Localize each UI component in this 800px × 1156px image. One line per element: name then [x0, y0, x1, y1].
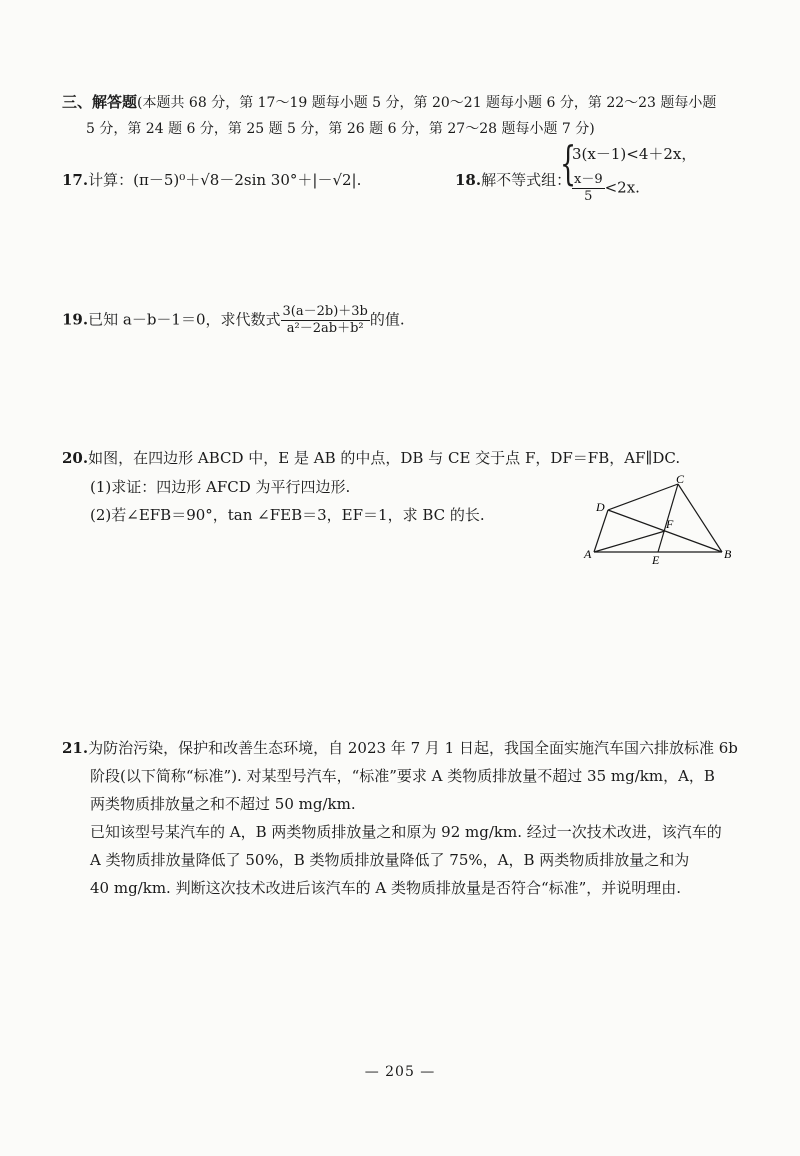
- label-E: E: [652, 553, 660, 567]
- question-17: [62, 170, 361, 190]
- label-C: C: [676, 474, 685, 486]
- segment-AD: [594, 510, 608, 552]
- inequality-2: [572, 172, 640, 205]
- question-text: 为防治污染，保护和改善生态环境，自 2023 年 7 月 1 日起，我国全面实施汽车国六排放标准 6b: [88, 739, 738, 757]
- question-text: 已知 a－b－1＝0，求代数式: [88, 310, 281, 329]
- label-D: D: [596, 500, 605, 514]
- section-description-cont: 5 分，第 24 题 6 分，第 25 题 5 分，第 26 题 6 分，第 27～28 题每小题 7 分): [86, 121, 595, 137]
- system-brace: {: [560, 136, 577, 190]
- label-A: A: [584, 547, 592, 561]
- section-heading: 三、解答题: [62, 93, 138, 111]
- question-number: 18.: [455, 171, 482, 189]
- fraction-denominator: a²－2ab＋b²: [286, 321, 364, 336]
- inequality-1: 3(x－1)<4＋2x，: [572, 145, 697, 163]
- question-20: [62, 448, 680, 468]
- fraction: [281, 304, 370, 337]
- question-21-line-4: 已知该型号某汽车的 A，B 两类物质排放量之和原为 92 mg/km. 经过一次技术改进，该汽车的: [90, 823, 722, 841]
- question-number: 20.: [62, 449, 89, 467]
- segment-AF: [594, 531, 665, 552]
- question-21-line-2: 阶段(以下简称“标准”). 对某型号汽车，“标准”要求 A 类物质排放量不超过 35 mg/km，A，B: [90, 767, 715, 785]
- label-B: B: [724, 547, 732, 561]
- question-21-line-6: 40 mg/km. 判断这次技术改进后该汽车的 A 类物质排放量是否符合“标准”，并说明理由.: [90, 879, 682, 897]
- question-20-part-2: (2)若∠EFB＝90°，tan ∠FEB＝3，EF＝1，求 BC 的长.: [90, 506, 485, 524]
- question-21-line-5: A 类物质排放量降低了 50%，B 类物质排放量降低了 75%，A，B 两类物质排放量之和为: [90, 851, 690, 869]
- question-text: 如图，在四边形 ABCD 中，E 是 AB 的中点，DB 与 CE 交于点 F，DF＝FB，AF∥DC.: [88, 449, 681, 467]
- question-number: 19.: [62, 310, 89, 329]
- segment-DC: [608, 484, 678, 510]
- inequality-rest: <2x.: [604, 178, 640, 197]
- question-21-line-3: 两类物质排放量之和不超过 50 mg/km.: [90, 795, 356, 813]
- quadrilateral-figure: [580, 474, 740, 570]
- fraction-numerator: 3(a－2b)＋3b: [282, 304, 368, 319]
- fraction-numerator: x－9: [574, 172, 603, 187]
- label-F: F: [666, 517, 674, 531]
- fraction: [572, 172, 605, 205]
- question-text: 解不等式组：: [481, 171, 572, 189]
- segment-CB: [678, 484, 722, 552]
- question-20-part-1: (1)求证：四边形 AFCD 为平行四边形.: [90, 478, 351, 496]
- question-text: 计算：(π－5)⁰＋√8－2sin 30°＋|－√2|.: [88, 171, 362, 189]
- question-number: 17.: [62, 171, 89, 189]
- question-21: [62, 738, 738, 758]
- section-heading-line: [62, 92, 716, 113]
- fraction-denominator: 5: [584, 189, 593, 204]
- page-number: — 205 —: [364, 1064, 436, 1080]
- question-18: [455, 170, 571, 190]
- question-number: 21.: [62, 739, 89, 757]
- question-19: [62, 304, 405, 337]
- section-description: (本题共 68 分，第 17～19 题每小题 5 分，第 20～21 题每小题 6 分，第 22～23 题每小题: [137, 95, 717, 111]
- question-text-end: 的值.: [369, 310, 405, 329]
